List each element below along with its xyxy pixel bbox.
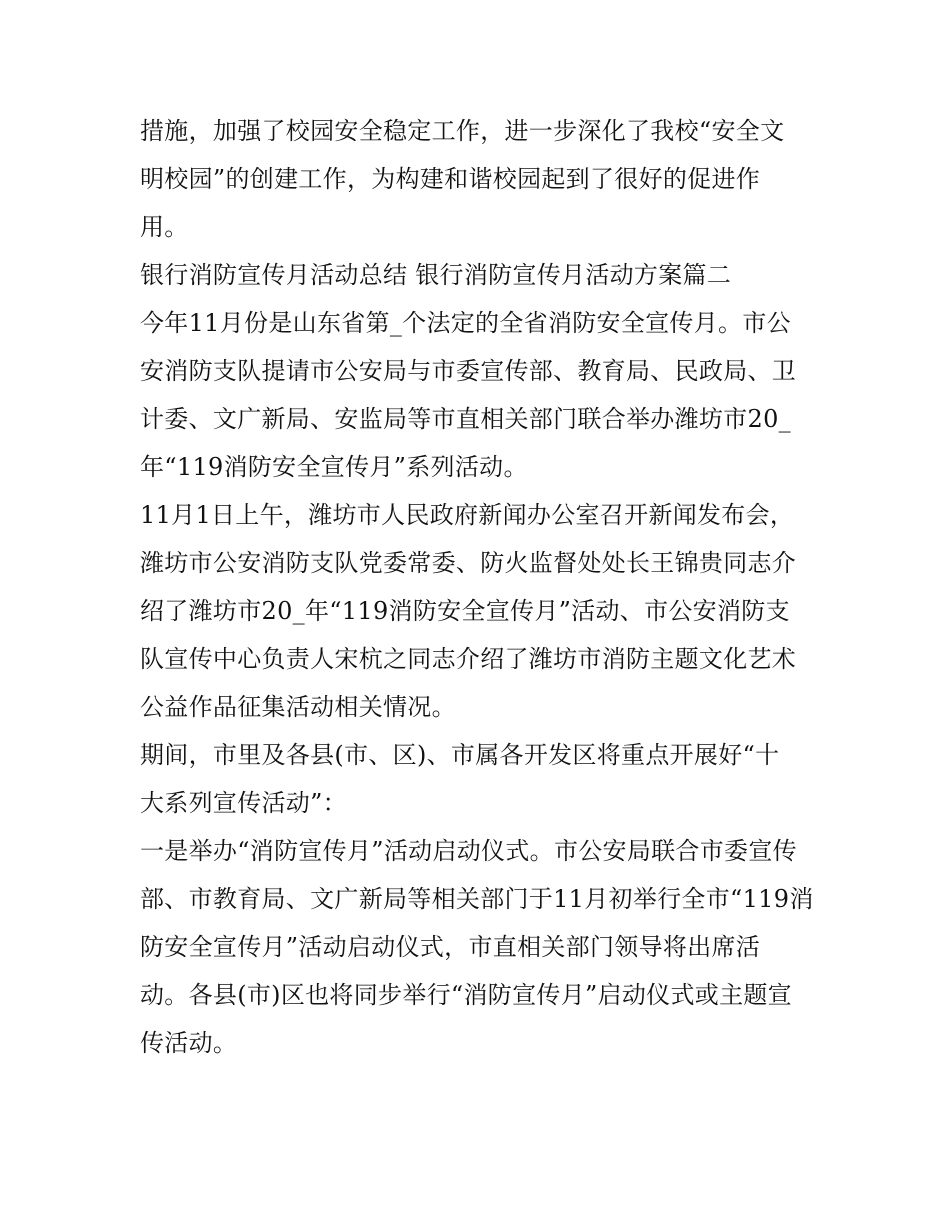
text-line: 公益作品征集活动相关情况。: [140, 693, 456, 721]
text-line: 安消防支队提请市公安局与市委宣传部、教育局、民政局、卫: [140, 357, 797, 385]
text-line: 年“119消防安全宣传月”系列活动。: [140, 453, 528, 481]
text-line: 用。: [140, 213, 189, 241]
document-body: [140, 107, 820, 1067]
section-heading: 银行消防宣传月活动总结 银行消防宣传月活动方案篇二: [140, 261, 732, 289]
text-line: 防安全宣传月”活动启动仪式，市直相关部门领导将出席活: [140, 933, 761, 961]
text-line: 部、市教育局、文广新局等相关部门于11月初举行全市“119消: [140, 885, 814, 913]
text-line: 明校园”的创建工作，为构建和谐校园起到了很好的促进作: [140, 165, 761, 193]
text-line: 计委、文广新局、安监局等市直相关部门联合举办潍坊市20_: [140, 405, 791, 433]
text-line: 期间，市里及各县(市、区)、市属各开发区将重点开展好“十: [140, 741, 780, 769]
text-line: 大系列宣传活动”：: [140, 789, 347, 817]
text-line: 一是举办“消防宣传月”活动启动仪式。市公安局联合市委宣传: [140, 837, 797, 865]
text-line: 传活动。: [140, 1029, 238, 1057]
text-line: 措施，加强了校园安全稳定工作，进一步深化了我校“安全文: [140, 117, 785, 145]
text-line: 队宣传中心负责人宋杭之同志介绍了潍坊市消防主题文化艺术: [140, 645, 797, 673]
text-line: 绍了潍坊市20_年“119消防安全宣传月”活动、市公安消防支: [140, 597, 790, 625]
text-line: 动。各县(市)区也将同步举行“消防宣传月”启动仪式或主题宣: [140, 981, 792, 1009]
text-line: 潍坊市公安消防支队党委常委、防火监督处处长王锦贵同志介: [140, 549, 797, 577]
text-line: 11月1日上午，潍坊市人民政府新闻办公室召开新闻发布会，: [140, 501, 795, 529]
text-line: 今年11月份是山东省第_个法定的全省消防安全宣传月。市公: [140, 309, 791, 337]
